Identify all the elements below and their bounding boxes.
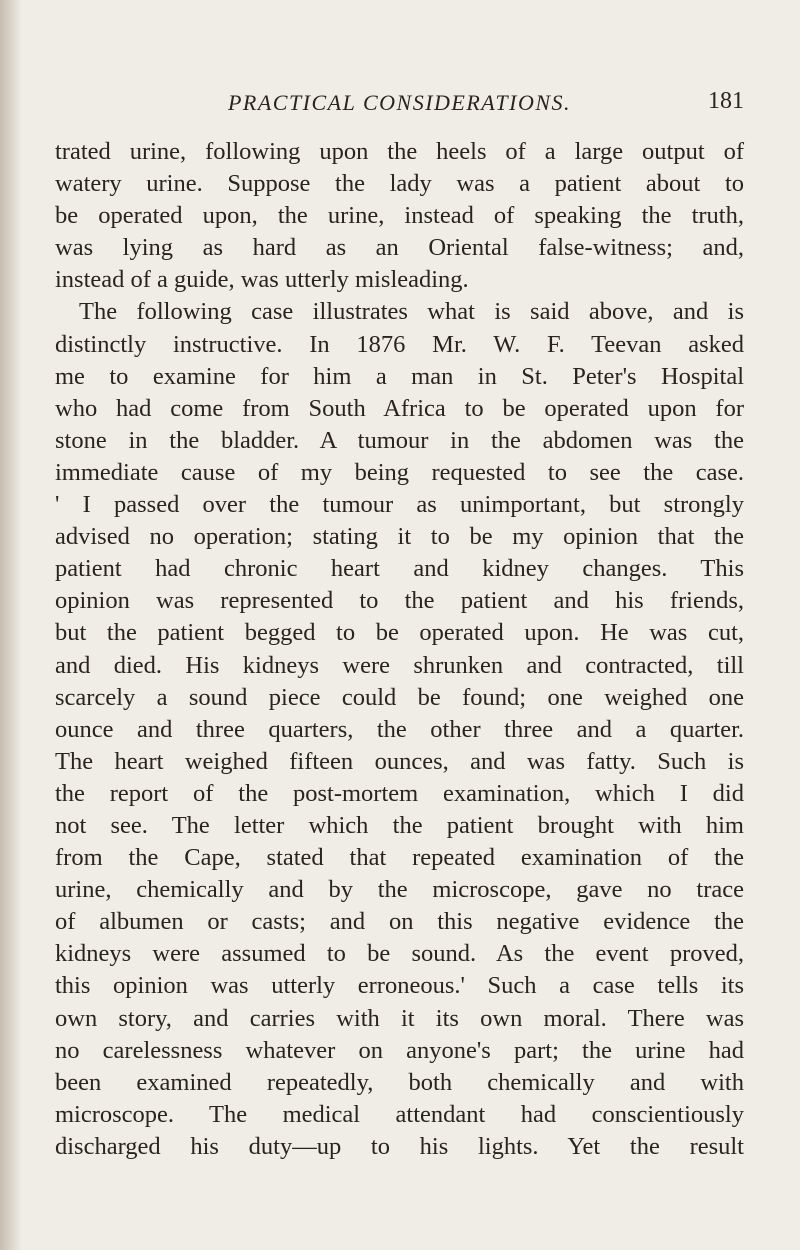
text-line: scarcely a sound piece could be found; one weighed one xyxy=(55,683,744,711)
text-line: The following case illustrates what is said above, and is xyxy=(79,298,744,326)
text-line: was lying as hard as an Oriental false-witness; and, xyxy=(55,234,744,262)
text-line: stone in the bladder. A tumour in the abdomen was the xyxy=(55,426,744,454)
text-line: urine, chemically and by the microscope, gave no trace xyxy=(55,876,744,904)
text-line: instead of a guide, was utterly misleading. xyxy=(55,266,469,294)
page-edge-shadow xyxy=(0,0,22,1250)
text-line: opinion was represented to the patient and his friends, xyxy=(55,587,744,615)
text-line: ' I passed over the tumour as unimportant, but strongly xyxy=(55,491,744,519)
text-line: and died. His kidneys were shrunken and contracted, till xyxy=(55,651,744,679)
text-line: watery urine. Suppose the lady was a patient about to xyxy=(55,170,744,198)
text-line: ounce and three quarters, the other three and a quarter. xyxy=(55,715,744,743)
text-line: own story, and carries with it its own moral. There was xyxy=(55,1004,744,1032)
running-title: PRACTICAL CONSIDERATIONS. xyxy=(227,90,572,115)
text-line: the report of the post-mortem examination, which I did xyxy=(55,779,744,807)
text-line: trated urine, following upon the heels of a large output of xyxy=(55,138,744,165)
text-line: been examined repeatedly, both chemically and with xyxy=(55,1068,744,1096)
text-line: be operated upon, the urine, instead of speaking the truth, xyxy=(55,202,744,230)
text-line: from the Cape, stated that repeated examination of the xyxy=(55,844,744,872)
text-line: who had come from South Africa to be operated upon for xyxy=(55,394,744,422)
text-line: not see. The letter which the patient brought with him xyxy=(55,811,744,839)
text-line: this opinion was utterly erroneous.' Such a case tells its xyxy=(55,972,744,1000)
text-line: immediate cause of my being requested to see the case. xyxy=(55,458,744,486)
body-text xyxy=(55,136,744,1163)
text-line: discharged his duty—up to his lights. Yet the result xyxy=(55,1132,744,1160)
running-header xyxy=(55,86,744,120)
text-line: but the patient begged to be operated upon. He was cut, xyxy=(55,619,744,647)
page-number: 181 xyxy=(708,88,744,114)
text-line: The heart weighed fifteen ounces, and was fatty. Such is xyxy=(55,747,744,775)
text-line: distinctly instructive. In 1876 Mr. W. F. Teevan asked xyxy=(55,330,744,358)
text-line: patient had chronic heart and kidney changes. This xyxy=(55,555,744,583)
text-line: advised no operation; stating it to be my opinion that the xyxy=(55,523,744,551)
text-line: kidneys were assumed to be sound. As the event proved, xyxy=(55,940,744,968)
text-line: me to examine for him a man in St. Peter's Hospital xyxy=(55,362,744,390)
text-line: microscope. The medical attendant had conscientiously xyxy=(55,1100,744,1128)
text-line: no carelessness whatever on anyone's part; the urine had xyxy=(55,1036,744,1064)
text-line: of albumen or casts; and on this negative evidence the xyxy=(55,908,744,936)
